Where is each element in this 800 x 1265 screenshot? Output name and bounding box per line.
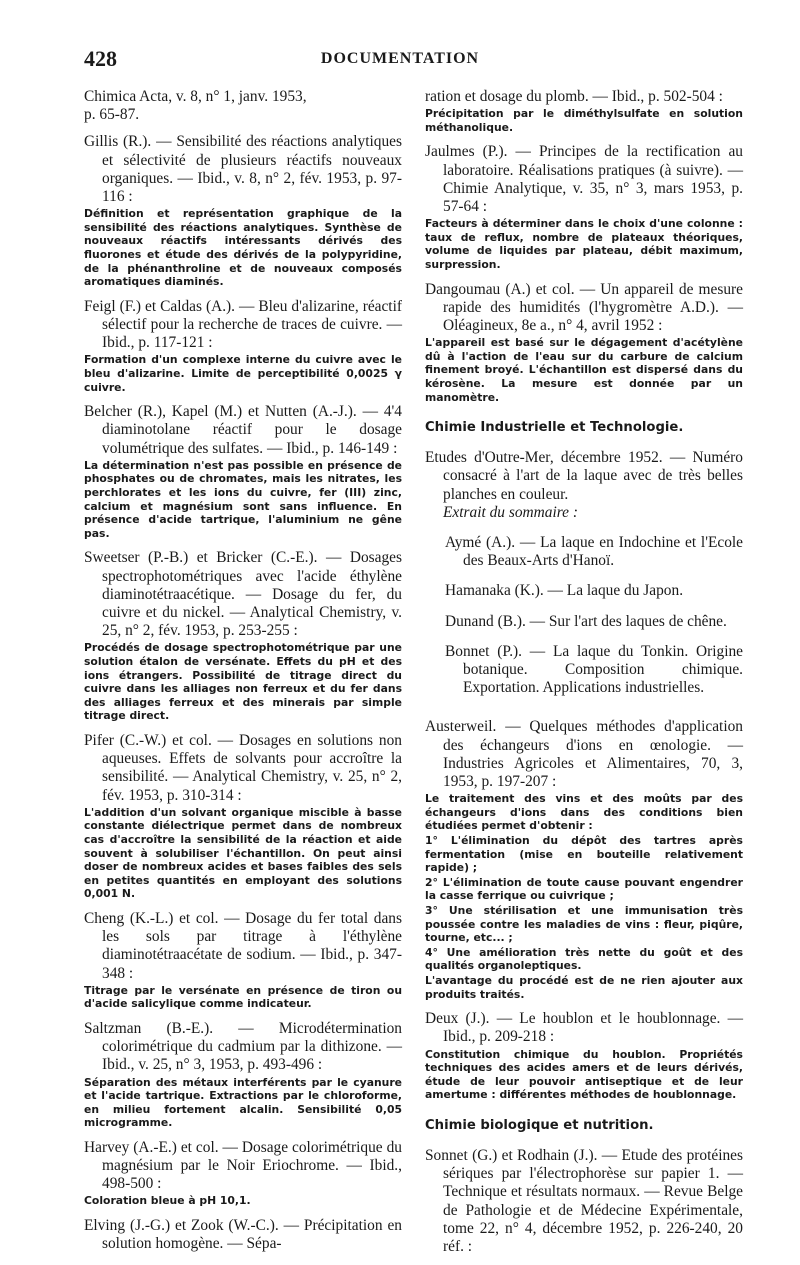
citation: Jaulmes (P.). — Principes de la rectification au laboratoire. Réalisations pratiques (à suivre). — Chimie Analytique, v. 35, n° 3, mars 1953, p. 57-64 : (425, 143, 743, 215)
right-column (425, 88, 743, 1265)
abstract: 2° L'élimination de toute cause pouvant engendrer la casse ferrique ou cuivrique ; (425, 875, 743, 903)
citation: Belcher (R.), Kapel (M.) et Nutten (A.-J.). — 4'4 diaminotolane réactif pour le dosage volumétrique des sulfates. — Ibid., p. 146-149 : (84, 403, 402, 457)
abstract: Précipitation par le diméthylsulfate en solution méthanolique. (425, 107, 743, 134)
citation: Cheng (K.-L.) et col. — Dosage du fer total dans les sols par titrage à l'éthylène diaminotétraacétate de sodium. — Ibid., p. 347-348 : (84, 909, 402, 982)
citation: Sweetser (P.-B.) et Bricker (C.-E.). — Dosages spectrophotométriques avec l'acide éthylène diaminotétraacétique. — Dosage du fer, du cuivre et du nickel. — Analytical Chemistry, v. 25, n° 2, fév. 1953, p. 253-255 : (84, 549, 402, 640)
bibliography-entry (425, 718, 743, 1001)
citation: Chimica Acta, v. 8, n° 1, janv. 1953, (84, 88, 307, 105)
bibliography-entry (425, 1147, 743, 1256)
bibliography-entry (84, 133, 402, 288)
citation: Harvey (A.-E.) et col. — Dosage colorimétrique du magnésium par le Noir Eriochrome. — Ibid., 498-500 : (84, 1138, 402, 1193)
citation: Elving (J.-G.) et Zook (W.-C.). — Précipitation en solution homogène. — Sépa- (84, 1217, 402, 1253)
bibliography-entry (425, 143, 743, 271)
section-heading-industrielle: Chimie Industrielle et Technologie. (425, 420, 684, 436)
bibliography-entry (425, 1010, 743, 1102)
laque-item: Bonnet (P.). — La laque du Tonkin. Origine botanique. Composition chimique. Exportation. Applications industrielles. (445, 642, 743, 697)
running-title: DOCUMENTATION (320, 50, 480, 67)
laque-item: Hamanaka (K.). — La laque du Japon. (445, 582, 684, 600)
left-column (84, 88, 402, 1262)
right-bottom-entries (425, 1147, 743, 1256)
citation: Saltzman (B.-E.). — Microdétermination colorimétrique du cadmium par la dithizone. — Ibid., v. 25, n° 3, 1953, p. 493-496 : (84, 1019, 402, 1074)
bibliography-entry (84, 910, 402, 1011)
bibliography-entry (84, 403, 402, 540)
bibliography-entry (84, 298, 402, 394)
abstract: Procédés de dosage spectrophotométrique par une solution étalon de versénate. Effets du pH et des ions étrangers. Possibilité de titrage direct du cuivre dans les alliages non ferreux et du fer dans des alliages ferreux et des minerais par simple titrage direct. (84, 641, 402, 723)
right-top-entries (425, 88, 743, 404)
abstract: Titrage par le versénate en présence de tiron ou d'acide salicylique comme indicateur. (84, 983, 402, 1011)
bibliography-entry (84, 1139, 402, 1208)
citation: Dangoumau (A.) et col. — Un appareil de mesure rapide des humidités (l'hygromètre A.D.). — Oléagineux, 8e a., n° 4, avril 1952 : (425, 280, 743, 334)
abstract: Formation d'un complexe interne du cuivre avec le bleu d'alizarine. Limite de perceptibilité 0,0025 γ cuivre. (84, 353, 402, 394)
abstract: L'addition d'un solvant organique miscible à basse constante diélectrique permet dans de nombreux cas d'accroître la sensibilité de la réaction et aide souvent à solubiliser l'échantillon. On peut ainsi doser de nombreux acides et bases faibles des sels en petites quantités en employant des solutions 0,001 N. (84, 805, 402, 901)
abstract: Facteurs à déterminer dans le choix d'une colonne : taux de reflux, nombre de plateaux théoriques, volume de liquides par plateau, débit maximum, surpression. (425, 217, 743, 271)
laque-entry (425, 449, 743, 697)
bibliography-entry (84, 1217, 402, 1253)
abstract: 4° Une amélioration très nette du goût et des qualités organoleptiques. (425, 945, 743, 973)
page-header (84, 46, 716, 80)
abstract: Séparation des métaux interférents par le cyanure et l'acide tartrique. Extractions par le chloroforme, en milieu fortement alcalin. Sensibilité 0,05 microgramme. (84, 1075, 402, 1130)
citation: ration et dosage du plomb. — Ibid., p. 502-504 : (425, 88, 723, 105)
laque-item: Dunand (B.). — Sur l'art des laques de chêne. (445, 612, 727, 630)
citation: Gillis (R.). — Sensibilité des réactions analytiques et sélectivité de plusieurs réactifs nouveaux organiques. — Ibid., v. 8, n° 2, fév. 1953, p. 97-116 : (84, 133, 402, 206)
bibliography-entry (425, 88, 743, 134)
abstract: 1° L'élimination du dépôt des tartres après fermentation (mise en bouteille relativement rapide) ; (425, 833, 743, 875)
citation: p. 65-87. (84, 106, 140, 124)
abstract: La détermination n'est pas possible en présence de phosphates ou de chromates, mais les nitrates, les perchlorates et les ions du cuivre, fer (III) zinc, calcium et magnésium sont sans influence. En présence d'acide tartrique, l'aluminium ne gêne pas. (84, 458, 402, 540)
abstract: L'avantage du procédé est de ne rien ajouter aux produits traités. (425, 973, 743, 1001)
bibliography-entry (425, 281, 743, 405)
bibliography-entry (84, 549, 402, 723)
citation: Pifer (C.-W.) et col. — Dosages en solutions non aqueuses. Effets de solvants pour accroître la sensibilité. — Analytical Chemistry, v. 25, n° 2, fév. 1953, p. 310-314 : (84, 731, 402, 804)
abstract: L'appareil est basé sur le dégagement d'acétylène dû à l'action de l'eau sur du carbure de calcium finement broyé. L'échantillon est dispersé dans du kérosène. La mesure est donnée par un manomètre. (425, 336, 743, 404)
abstract: 3° Une stérilisation et une immunisation très poussée contre les maladies de vins : fleur, piqûre, tourne, etc... ; (425, 903, 743, 945)
bibliography-entry (84, 88, 402, 124)
citation: Austerweil. — Quelques méthodes d'application des échangeurs d'ions en œnologie. — Industries Agricoles et Alimentaires, 70, 3, 1953, p. 197-207 : (425, 718, 743, 790)
abstract: Constitution chimique du houblon. Propriétés techniques des acides amers et de leurs dérivés, étude de leur pouvoir antiseptique et de leur amertume : différentes méthodes de houblonnage. (425, 1047, 743, 1102)
bibliography-entry (84, 732, 402, 901)
section-heading-biologique: Chimie biologique et nutrition. (425, 1117, 654, 1133)
citation: Etudes d'Outre-Mer, décembre 1952. — Numéro consacré à l'art de la laque avec de très belles planches en couleur. (425, 449, 743, 503)
citation: Sonnet (G.) et Rodhain (J.). — Etude des protéines sériques par l'électrophorèse sur papier 1. — Technique et résultats normaux. — Revue Belge de Pathologie et de Médecine Expérimentale, tome 22, n° 4, décembre 1952, p. 226-240, 20 réf. : (425, 1146, 743, 1255)
abstract: Le traitement des vins et des moûts par des échangeurs d'ions dans des conditions bien étudiées permet d'obtenir : (425, 792, 743, 833)
laque-item: Aymé (A.). — La laque en Indochine et l'Ecole des Beaux-Arts d'Hanoï. (445, 533, 743, 570)
citation: Feigl (F.) et Caldas (A.). — Bleu d'alizarine, réactif sélectif pour la recherche de traces de cuivre. — Ibid., p. 117-121 : (84, 297, 402, 352)
extrait-label: Extrait du sommaire : (443, 503, 578, 521)
page-number: 428 (84, 46, 117, 71)
right-mid-entries (425, 718, 743, 1102)
abstract: Coloration bleue à pH 10,1. (84, 1194, 251, 1208)
abstract: Définition et représentation graphique de la sensibilité des réactions analytiques. Synthèse de nouveaux réactifs intéressants dérivés des fluorones et étude des dérivés de la polypyridine, de la phénanthroline et de nouveaux composés aromatiques diaminés. (84, 207, 402, 289)
bibliography-entry (84, 1020, 402, 1130)
citation: Deux (J.). — Le houblon et le houblonnage. — Ibid., p. 209-218 : (425, 1010, 743, 1046)
